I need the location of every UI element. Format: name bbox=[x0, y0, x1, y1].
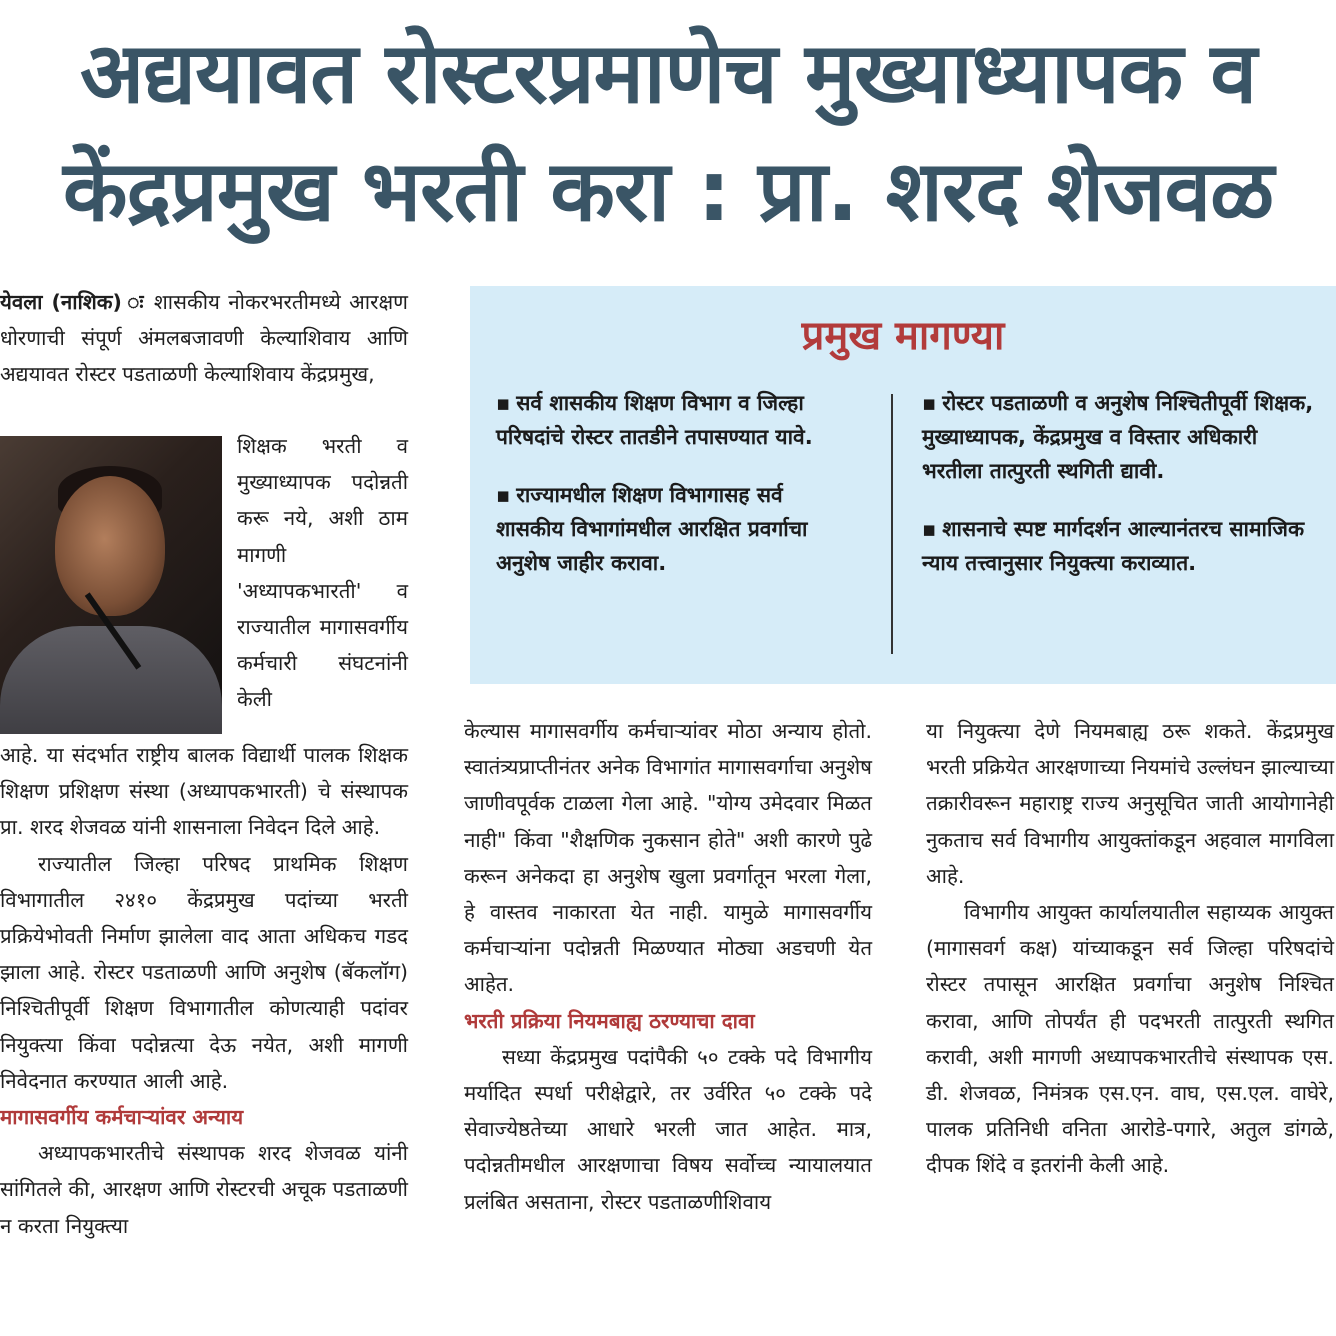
col2-paragraph-1: केल्यास मागासवर्गीय कर्मचाऱ्यांवर मोठा अन्याय होतो. स्वातंत्र्यप्राप्तीनंतर अनेक विभागांत मागासवर्गाचा अनुशेष जाणीवपूर्वक टाळला गेला आहे. "योग्य उमेदवार मिळत नाही" किंवा "शैक्षणिक नुकसान होते" अशी कारणे पुढे करून अनेकदा हा अनुशेष खुला प्रवर्गातून भरला गेला, हे वास्तव नाकारता येत नाही. यामुळे मागासवर्गीय कर्मचाऱ्यांना पदोन्नती मिळण्यात मोठ्या अडचणी येत आहेत. bbox=[464, 719, 872, 997]
bullet-icon: ▪ bbox=[922, 517, 937, 541]
demand-item: ▪ शासनाचे स्पष्ट मार्गदर्शन आल्यानंतरच सामाजिक न्याय तत्त्वानुसार नियुक्त्या कराव्यात. bbox=[922, 517, 1305, 575]
col1-subhead: मागासवर्गीय कर्मचाऱ्यांवर अन्याय bbox=[0, 1105, 244, 1130]
speaker-photo bbox=[0, 436, 222, 734]
demand-item: ▪ रोस्टर पडताळणी व अनुशेष निश्चितीपूर्वी शिक्षक, मुख्याध्यापक, केंद्रप्रमुख व विस्तार अधिकारी भरतीला तात्पुरती स्थगिती द्यावी. bbox=[922, 391, 1314, 483]
column-1-wrap bbox=[237, 428, 408, 718]
box-right-column bbox=[922, 386, 1322, 604]
key-demands-box bbox=[470, 286, 1336, 684]
col1-paragraph-2: राज्यातील जिल्हा परिषद प्राथमिक शिक्षण विभागातील २४१० केंद्रप्रमुख पदांच्या भरती प्रक्रियेभोवती निर्माण झालेला वाद आता अधिकच गडद झाला आहे. रोस्टर पडताळणी आणि अनुशेष (बॅकलॉग) निश्चितीपूर्वी शिक्षण विभागातील कोणत्याही पदांवर नियुक्त्या किंवा पदोन्नत्या देऊ नयेत, अशी मागणी निवेदनात करण्यात आली आहे. bbox=[0, 851, 408, 1093]
bullet-icon: ▪ bbox=[496, 391, 511, 415]
col1-top-text: शासकीय नोकरभरतीमध्ये आरक्षण धोरणाची संपूर्ण अंमलबजावणी केल्याशिवाय आणि अद्ययावत रोस्टर पडताळणी केल्याशिवाय केंद्रप्रमुख, bbox=[0, 290, 408, 387]
headline-line-2: केंद्रप्रमुख भरती करा : प्रा. शरद शेजवळ bbox=[62, 142, 1274, 240]
headline bbox=[0, 14, 1336, 250]
col2-paragraph-2: सध्या केंद्रप्रमुख पदांपैकी ५० टक्के पदे विभागीय मर्यादित स्पर्धा परीक्षेद्वारे, तर उर्वरित ५० टक्के पदे सेवाज्येष्ठतेच्या आधारे भरली जात आहेत. मात्र, पदोन्नतीमधील आरक्षणाचा विषय सर्वोच्च न्यायालयात प्रलंबित असताना, रोस्टर पडताळणीशिवाय bbox=[464, 1044, 872, 1214]
col2-subhead: भरती प्रक्रिया नियमबाह्य ठरण्याचा दावा bbox=[464, 1008, 755, 1033]
bullet-icon: ▪ bbox=[496, 483, 511, 507]
col1-paragraph-3: अध्यापकभारतीचे संस्थापक शरद शेजवळ यांनी सांगितले की, आरक्षण आणि रोस्टरची अचूक पडताळणी न करता नियुक्त्या bbox=[0, 1141, 408, 1238]
headline-line-1: अद्ययावत रोस्टरप्रमाणेच मुख्याध्यापक व bbox=[79, 24, 1257, 122]
box-divider bbox=[891, 394, 893, 654]
box-title: प्रमुख मागण्या bbox=[801, 313, 1005, 359]
demand-item: ▪ राज्यामधील शिक्षण विभागासह सर्व शासकीय विभागांमधील आरक्षित प्रवर्गाचा अनुशेष जाहीर करावा. bbox=[496, 483, 808, 575]
column-1-bottom bbox=[0, 737, 408, 1244]
col3-paragraph-2: विभागीय आयुक्त कार्यालयातील सहाय्यक आयुक्त (मागासवर्ग कक्ष) यांच्याकडून सर्व जिल्हा परिषदांचे रोस्टर तपासून आरक्षित प्रवर्गाचा अनुशेष निश्चित करावा, आणि तोपर्यंत ही पदभरती तात्पुरती स्थगित करावी, अशी मागणी अध्यापकभारतीचे संस्थापक एस. डी. शेजवळ, निमंत्रक एस.एन. वाघ, एस.एल. वाघेरे, पालक प्रतिनिधी वनिता आरोडे-पगारे, अतुल डांगळे, दीपक शिंदे व इतरांनी केली आहे. bbox=[926, 900, 1334, 1178]
col1-paragraph-1: आहे. या संदर्भात राष्ट्रीय बालक विद्यार्थी पालक शिक्षक शिक्षण प्रशिक्षण संस्था (अध्यापकभारती) चे संस्थापक प्रा. शरद शेजवळ यांनी शासनाला निवेदन दिले आहे. bbox=[0, 743, 408, 840]
col3-paragraph-1: या नियुक्त्या देणे नियमबाह्य ठरू शकते. केंद्रप्रमुख भरती प्रक्रियेत आरक्षणाच्या नियमांचे उल्लंघन झाल्याच्या तक्रारीवरून महाराष्ट्र राज्य अनुसूचित जाती आयोगानेही नुकताच सर्व विभागीय आयुक्तांकडून अहवाल मागविला आहे. bbox=[926, 719, 1334, 888]
demand-item: ▪ सर्व शासकीय शिक्षण विभाग व जिल्हा परिषदांचे रोस्टर तातडीने तपासण्यात यावे. bbox=[496, 391, 813, 449]
dateline: येवला (नाशिक) ः bbox=[0, 290, 146, 314]
col1-wrap-text: शिक्षक भरती व मुख्याध्यापक पदोन्नती करू नये, अशी ठाम मागणी 'अध्यापकभारती' व राज्यातील मागासवर्गीय कर्मचारी संघटनांनी केली bbox=[237, 434, 408, 712]
box-left-column bbox=[496, 386, 856, 604]
column-2 bbox=[464, 713, 872, 1220]
bullet-icon: ▪ bbox=[922, 391, 937, 415]
column-1-top bbox=[0, 284, 408, 393]
column-3 bbox=[926, 713, 1334, 1184]
